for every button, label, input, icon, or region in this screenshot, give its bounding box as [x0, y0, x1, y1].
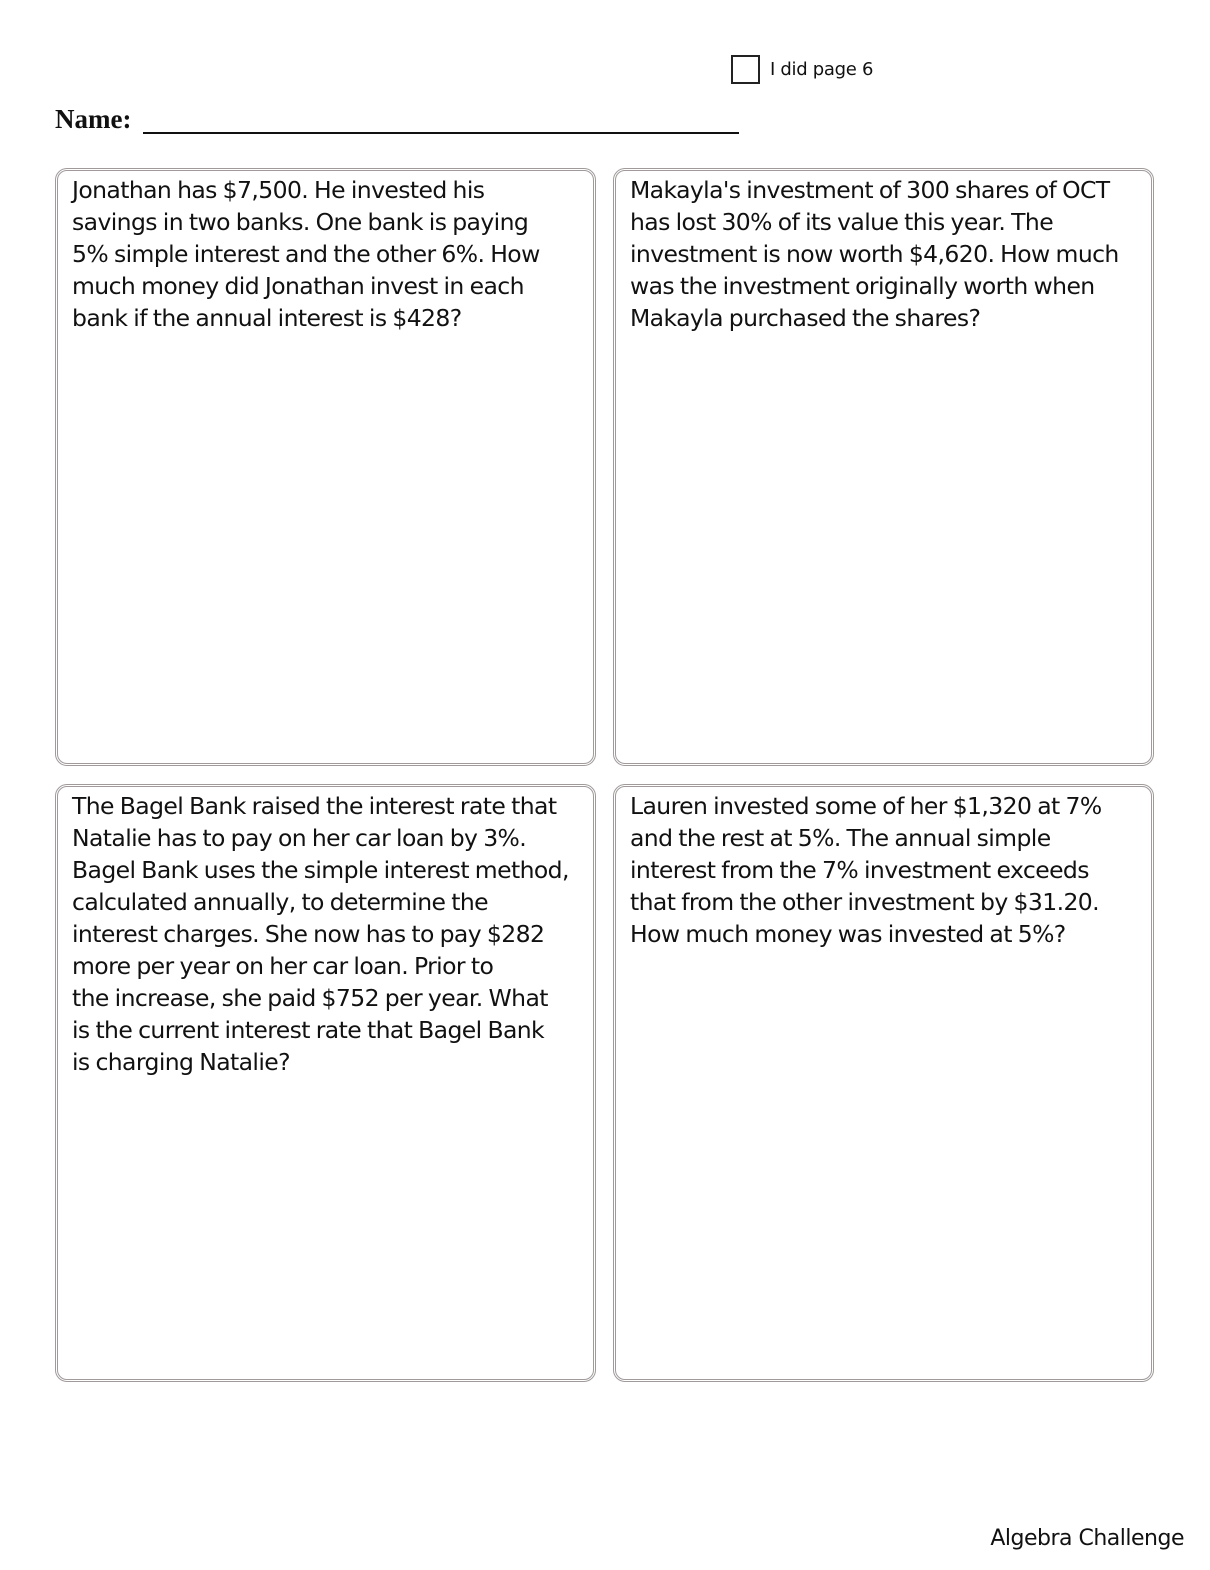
page-done-checkbox-group: [731, 55, 873, 84]
problem-card-3[interactable]: [55, 784, 596, 1382]
problem-card-1[interactable]: [55, 168, 596, 766]
name-field[interactable]: [143, 110, 739, 134]
name-label: Name:: [55, 104, 132, 134]
footer-label: Algebra Challenge: [990, 1526, 1184, 1551]
name-row: [55, 104, 739, 134]
page-done-label: I did page 6: [770, 59, 874, 80]
problem-text-3: The Bagel Bank raised the interest rate that Natalie has to pay on her car loan by 3%. Bagel Bank uses the simple interest method, calculated annually, to determine the interest charges. She now has to pay $282 more per year on her car loan. Prior to the increase, she paid $752 per year. What is the current interest rate that Bagel Bank is charging Natalie?: [72, 792, 569, 1076]
problem-text-4: Lauren invested some of her $1,320 at 7% and the rest at 5%. The annual simple interest from the 7% investment exceeds that from the other investment by $31.20. How much money was invested at 5%?: [630, 792, 1102, 948]
page-done-checkbox[interactable]: [731, 55, 760, 84]
problem-text-1: Jonathan has $7,500. He invested his savings in two banks. One bank is paying 5% simple interest and the other 6%. How much money did Jonathan invest in each bank if the annual interest is $428?: [72, 176, 540, 332]
problem-card-2[interactable]: [613, 168, 1154, 766]
problem-card-4[interactable]: [613, 784, 1154, 1382]
problem-text-2: Makayla's investment of 300 shares of OCT has lost 30% of its value this year. The investment is now worth $4,620. How much was the investment originally worth when Makayla purchased the shares?: [630, 176, 1119, 332]
